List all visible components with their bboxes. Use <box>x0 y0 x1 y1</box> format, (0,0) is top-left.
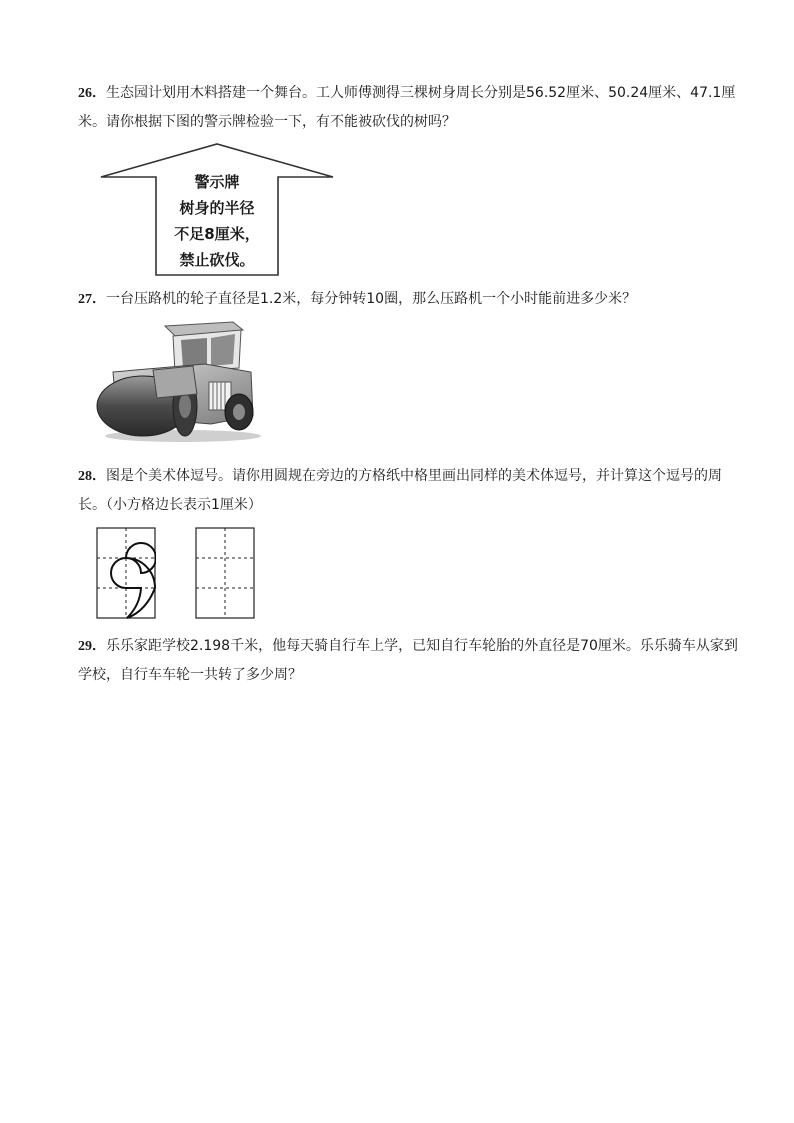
question-text: 图是个美术体逗号。请你用圆规在旁边的方格纸中格里画出同样的美术体逗号，并计算这个逗号的周长。（小方格边长表示1厘米） <box>78 468 722 513</box>
question-number: 28． <box>78 469 106 484</box>
empty-grid-figure <box>195 527 255 619</box>
question-number: 26． <box>78 86 106 101</box>
road-roller-image <box>93 320 261 444</box>
warning-sign <box>100 143 334 277</box>
sign-line-4: 禁止砍伐。 <box>179 251 255 269</box>
sign-line-3: 不足8厘米， <box>174 225 260 243</box>
sign-line-2: 树身的半径 <box>179 199 255 217</box>
question-29 <box>78 632 740 689</box>
question-text: 一台压路机的轮子直径是1.2米，每分钟转10圈，那么压路机一个小时能前进多少米？ <box>106 291 637 307</box>
question-number: 27． <box>78 292 106 307</box>
question-number: 29． <box>78 639 106 654</box>
question-27 <box>78 285 740 314</box>
question-text: 乐乐家距学校2.198千米，他每天骑自行车上学，已知自行车轮胎的外直径是70厘米。乐乐骑车从家到学校，自行车车轮一共转了多少周？ <box>78 638 738 683</box>
question-text: 生态园计划用木料搭建一个舞台。工人师傅测得三棵树身周长分别是56.52厘米、50.24厘米、47.1厘米。请你根据下图的警示牌检验一下，有不能被砍伐的树吗？ <box>78 85 736 130</box>
sign-line-1: 警示牌 <box>194 173 240 191</box>
question-28 <box>78 462 740 519</box>
comma-grid-figure <box>96 527 156 619</box>
question-26 <box>78 79 740 136</box>
